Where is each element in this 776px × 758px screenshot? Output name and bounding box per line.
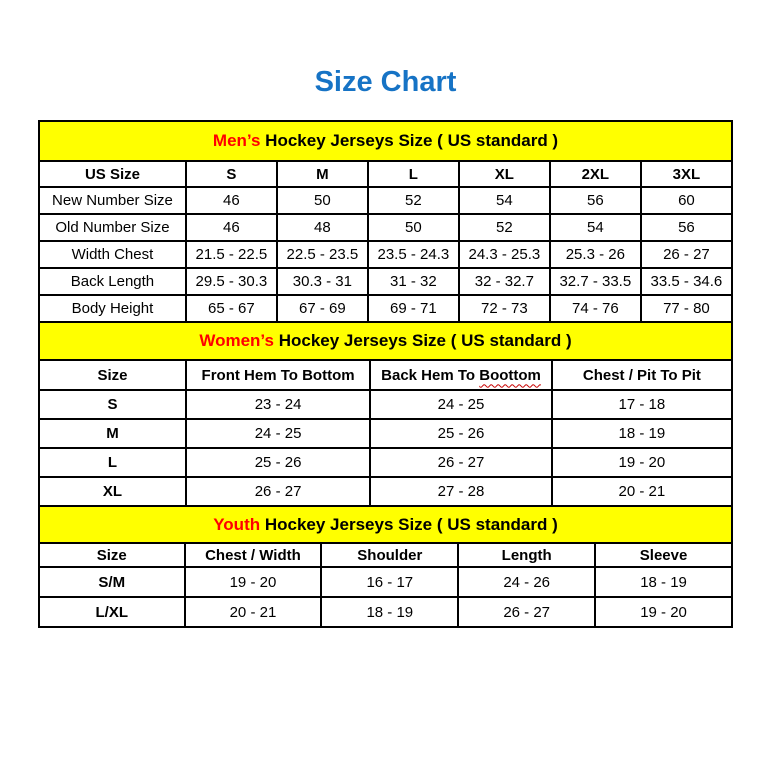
banner-highlight: Women’s bbox=[199, 331, 274, 350]
banner-highlight: Youth bbox=[213, 514, 261, 534]
youth-banner bbox=[39, 506, 732, 543]
column-header-cell: XL bbox=[459, 161, 550, 187]
womens-size-table bbox=[38, 321, 733, 507]
mens-header-row bbox=[39, 161, 732, 187]
table-row bbox=[39, 390, 732, 419]
column-header-cell: Shoulder bbox=[321, 543, 458, 567]
value-cell: 26 - 27 bbox=[458, 597, 595, 627]
value-cell: 31 - 32 bbox=[368, 268, 459, 295]
value-cell: 22.5 - 23.5 bbox=[277, 241, 368, 268]
column-header-cell: 3XL bbox=[641, 161, 732, 187]
value-cell: 74 - 76 bbox=[550, 295, 641, 322]
value-cell: 27 - 28 bbox=[370, 477, 552, 506]
column-header-cell: 2XL bbox=[550, 161, 641, 187]
table-row bbox=[39, 597, 732, 627]
value-cell: 18 - 19 bbox=[552, 419, 732, 448]
value-cell: 32.7 - 33.5 bbox=[550, 268, 641, 295]
mens-banner bbox=[39, 121, 732, 161]
womens-header-row bbox=[39, 360, 732, 390]
value-cell: 23.5 - 24.3 bbox=[368, 241, 459, 268]
banner-text: Hockey Jerseys Size ( US standard ) bbox=[260, 131, 559, 150]
value-cell: 54 bbox=[459, 187, 550, 214]
value-cell: 46 bbox=[186, 214, 277, 241]
value-cell: 54 bbox=[550, 214, 641, 241]
column-header-cell: L bbox=[368, 161, 459, 187]
value-cell: 19 - 20 bbox=[595, 597, 732, 627]
value-cell: 69 - 71 bbox=[368, 295, 459, 322]
womens-banner-row bbox=[39, 322, 732, 360]
value-cell: 19 - 20 bbox=[185, 567, 322, 597]
table-row bbox=[39, 214, 732, 241]
banner-highlight: Men’s bbox=[212, 131, 261, 150]
column-header-cell: Size bbox=[39, 360, 186, 390]
value-cell: 33.5 - 34.6 bbox=[641, 268, 732, 295]
value-cell: 26 - 27 bbox=[641, 241, 732, 268]
value-cell: 50 bbox=[277, 187, 368, 214]
value-cell: 23 - 24 bbox=[186, 390, 370, 419]
column-header-cell: US Size bbox=[39, 161, 186, 187]
size-chart-page bbox=[38, 66, 733, 628]
value-cell: 52 bbox=[459, 214, 550, 241]
table-row bbox=[39, 448, 732, 477]
value-cell: 26 - 27 bbox=[370, 448, 552, 477]
column-header-cell: S bbox=[186, 161, 277, 187]
value-cell: 20 - 21 bbox=[185, 597, 322, 627]
value-cell: 16 - 17 bbox=[321, 567, 458, 597]
mens-size-table bbox=[38, 120, 733, 323]
misspelled-word: Boottom bbox=[479, 366, 541, 384]
row-label-cell: S/M bbox=[39, 567, 185, 597]
value-cell: 65 - 67 bbox=[186, 295, 277, 322]
value-cell: 18 - 19 bbox=[321, 597, 458, 627]
column-header-cell: Length bbox=[458, 543, 595, 567]
column-header-text: Back Hem To bbox=[381, 366, 480, 384]
value-cell: 19 - 20 bbox=[552, 448, 732, 477]
value-cell: 48 bbox=[277, 214, 368, 241]
row-label-cell: Back Length bbox=[39, 268, 186, 295]
value-cell: 24 - 25 bbox=[186, 419, 370, 448]
value-cell: 20 - 21 bbox=[552, 477, 732, 506]
womens-banner bbox=[39, 322, 732, 360]
value-cell: 77 - 80 bbox=[641, 295, 732, 322]
table-row bbox=[39, 241, 732, 268]
youth-header-row bbox=[39, 543, 732, 567]
size-tables-container bbox=[38, 120, 733, 628]
value-cell: 30.3 - 31 bbox=[277, 268, 368, 295]
banner-text: Hockey Jerseys Size ( US standard ) bbox=[260, 514, 558, 534]
value-cell: 52 bbox=[368, 187, 459, 214]
value-cell: 32 - 32.7 bbox=[459, 268, 550, 295]
value-cell: 29.5 - 30.3 bbox=[186, 268, 277, 295]
column-header-cell: Front Hem To Bottom bbox=[186, 360, 370, 390]
value-cell: 24 - 25 bbox=[370, 390, 552, 419]
table-row bbox=[39, 477, 732, 506]
row-label-cell: L/XL bbox=[39, 597, 185, 627]
row-label-cell: Old Number Size bbox=[39, 214, 186, 241]
value-cell: 56 bbox=[641, 214, 732, 241]
value-cell: 46 bbox=[186, 187, 277, 214]
value-cell: 26 - 27 bbox=[186, 477, 370, 506]
table-row bbox=[39, 187, 732, 214]
value-cell: 56 bbox=[550, 187, 641, 214]
value-cell: 18 - 19 bbox=[595, 567, 732, 597]
value-cell: 24 - 26 bbox=[458, 567, 595, 597]
youth-size-table bbox=[38, 505, 733, 628]
row-label-cell: New Number Size bbox=[39, 187, 186, 214]
table-row bbox=[39, 295, 732, 322]
column-header-cell: Chest / Pit To Pit bbox=[552, 360, 732, 390]
value-cell: 21.5 - 22.5 bbox=[186, 241, 277, 268]
value-cell: 50 bbox=[368, 214, 459, 241]
value-cell: 17 - 18 bbox=[552, 390, 732, 419]
row-label-cell: L bbox=[39, 448, 186, 477]
table-row bbox=[39, 567, 732, 597]
mens-banner-row bbox=[39, 121, 732, 161]
value-cell: 24.3 - 25.3 bbox=[459, 241, 550, 268]
value-cell: 25.3 - 26 bbox=[550, 241, 641, 268]
table-row bbox=[39, 268, 732, 295]
banner-text: Hockey Jerseys Size ( US standard ) bbox=[273, 331, 572, 350]
column-header-cell: Sleeve bbox=[595, 543, 732, 567]
row-label-cell: M bbox=[39, 419, 186, 448]
column-header-cell bbox=[370, 360, 552, 390]
value-cell: 25 - 26 bbox=[186, 448, 370, 477]
value-cell: 60 bbox=[641, 187, 732, 214]
row-label-cell: XL bbox=[39, 477, 186, 506]
value-cell: 67 - 69 bbox=[277, 295, 368, 322]
column-header-cell: Chest / Width bbox=[185, 543, 322, 567]
row-label-cell: Body Height bbox=[39, 295, 186, 322]
value-cell: 72 - 73 bbox=[459, 295, 550, 322]
value-cell: 25 - 26 bbox=[370, 419, 552, 448]
column-header-cell: M bbox=[277, 161, 368, 187]
row-label-cell: S bbox=[39, 390, 186, 419]
column-header-cell: Size bbox=[39, 543, 185, 567]
page-title: Size Chart bbox=[314, 66, 457, 98]
row-label-cell: Width Chest bbox=[39, 241, 186, 268]
youth-banner-row bbox=[39, 506, 732, 543]
table-row bbox=[39, 419, 732, 448]
